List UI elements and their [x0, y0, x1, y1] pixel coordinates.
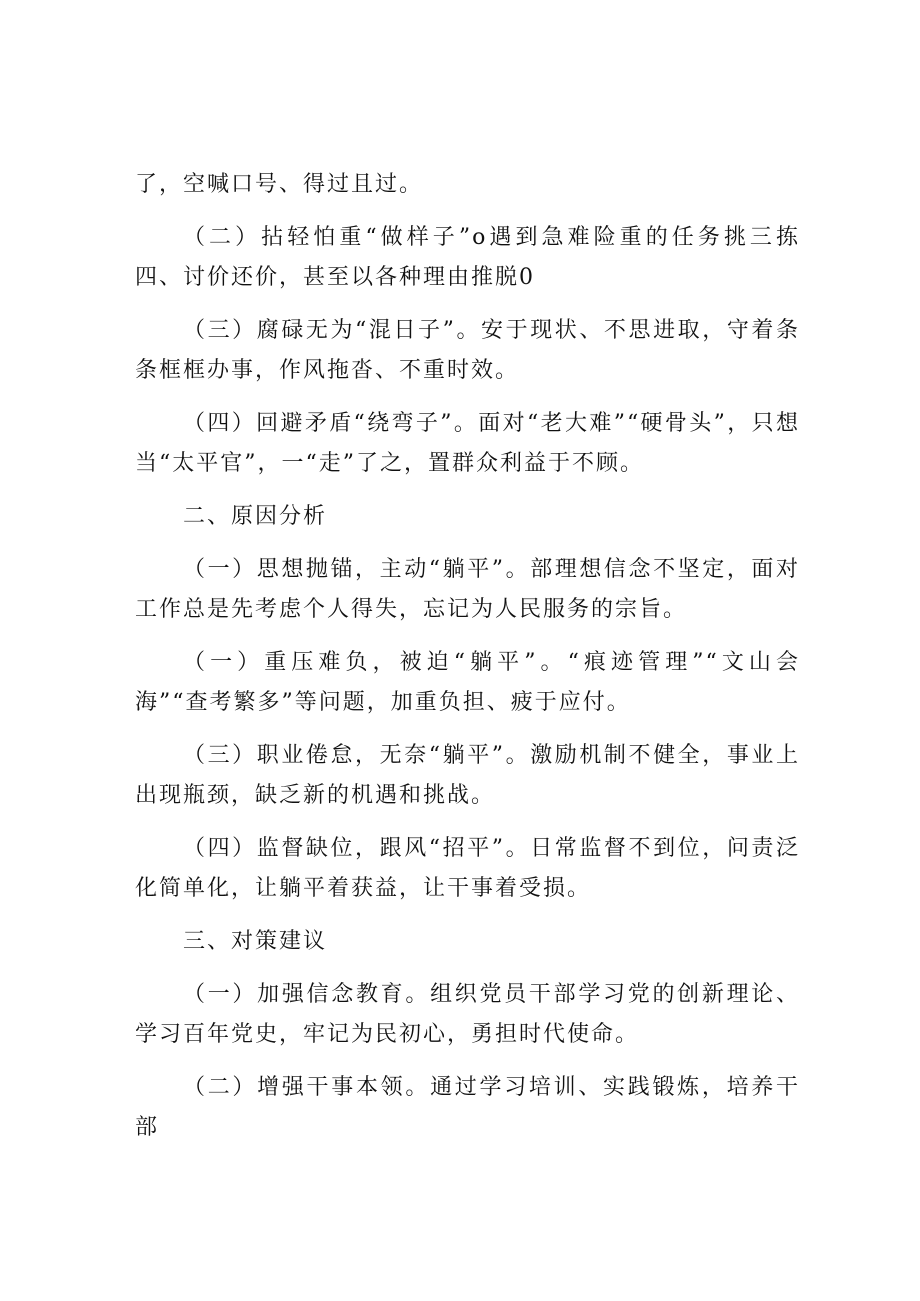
paragraph-suggestion-2: （二）增强干事本领。通过学习培训、实践锻炼，培养干部	[135, 1075, 800, 1140]
section-heading-causes: 二、原因分析	[183, 504, 328, 529]
section-heading-suggestions: 三、对策建议	[183, 929, 328, 954]
document-body	[135, 165, 800, 1161]
paragraph-issue-2: （二）拈轻怕重“做样子”o遇到急难险重的任务挑三拣四、讨价还价，甚至以各种理由推脱0	[135, 225, 800, 290]
paragraph-cause-1: （一）思想抛锚，主动“躺平”。部理想信念不坚定，面对工作总是先考虑个人得失，忘记为人民服务的宗旨。	[135, 557, 800, 622]
paragraph-issue-3: （三）腐碌无为“混日子”。安于现状、不思进取，守着条条框框办事，作风拖沓、不重时效。	[135, 318, 800, 383]
paragraph-cause-4: （四）监督缺位，跟风“招平”。日常监督不到位，问责泛化简单化，让躺平着获益，让干事着受损。	[135, 836, 800, 901]
paragraph-cause-3: （三）职业倦怠，无奈“躺平”。激励机制不健全，事业上出现瓶颈，缺乏新的机遇和挑战。	[135, 743, 800, 808]
paragraph-continuation: 了，空喊口号、得过且过。	[135, 172, 424, 197]
paragraph-cause-2: （一）重压难负，被迫“躺平”。“痕迹管理”“文山会海”“查考繁多”等问题，加重负担、疲于应付。	[135, 650, 800, 715]
paragraph-issue-4: （四）回避矛盾“绕弯子”。面对“老大难”“硬骨头”，只想当“太平官”，一“走”了之，置群众利益于不顾。	[135, 411, 800, 476]
paragraph-suggestion-1: （一）加强信念教育。组织党员干部学习党的创新理论、学习百年党史，牢记为民初心，勇担时代使命。	[135, 982, 800, 1047]
